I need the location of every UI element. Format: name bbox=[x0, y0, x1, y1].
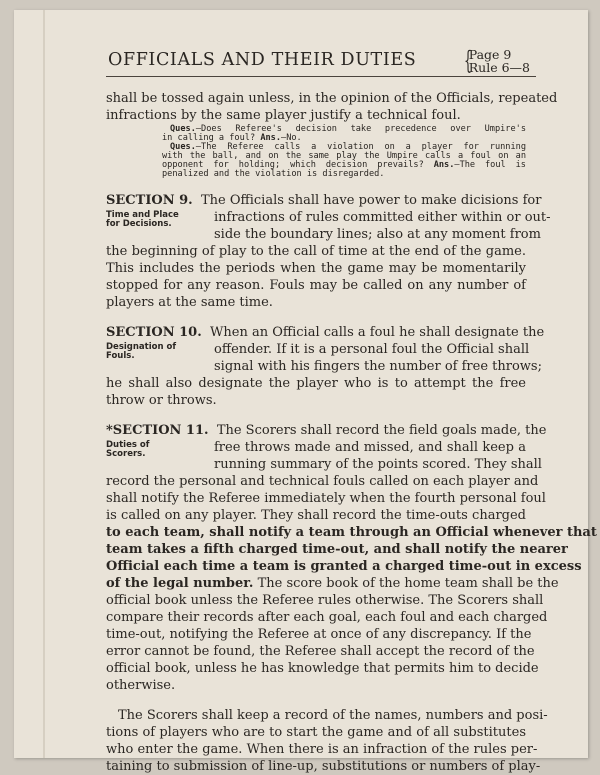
section-first-line bbox=[106, 324, 545, 341]
rule-number: Rule 6—8 bbox=[468, 60, 530, 75]
section-heading: SECTION 10. bbox=[106, 325, 202, 340]
text-line: The Officials shall have power to make dicisions for bbox=[200, 193, 542, 208]
sidenote-line: Duties of bbox=[106, 440, 150, 450]
text-line: otherwise. bbox=[106, 678, 176, 693]
text-line: shall be tossed again unless, in the opinion of the Officials, repeated bbox=[106, 91, 558, 106]
text-line: tions of players who are to start the game and of all substitutes bbox=[106, 725, 526, 740]
question-text: in calling a foul? bbox=[162, 133, 261, 143]
text-line: record the personal and technical fouls called on each player and bbox=[106, 474, 539, 489]
text-line: running summary of the points scored. They shall bbox=[214, 457, 542, 472]
question-text: with the ball, and on the same play the Umpire calls a foul on an bbox=[162, 151, 526, 161]
sidenote-line: Fouls. bbox=[106, 351, 135, 361]
text-line: Official each time a team is granted a charged time-out in excess bbox=[106, 559, 582, 574]
question-text: —The Referee calls a violation on a player for running bbox=[195, 142, 526, 152]
text-line: infractions by the same player justify a technical foul. bbox=[106, 108, 461, 123]
text-line: stopped for any reason. Fouls may be called on any number of bbox=[106, 278, 526, 293]
text-line: side the boundary lines; also at any moment from bbox=[214, 227, 541, 242]
section-sidenote bbox=[106, 343, 176, 361]
answer-label: Ans. bbox=[260, 133, 282, 143]
binding-fold bbox=[43, 10, 45, 758]
question-text: opponent for holding; which decision prevails? bbox=[162, 160, 434, 170]
section-sidenote bbox=[106, 441, 149, 459]
answer-label: Ans. bbox=[433, 160, 455, 170]
text-line: official book, unless he has knowledge that permits him to decide bbox=[106, 661, 539, 676]
text-line: error cannot be found, the Referee shall accept the record of the bbox=[106, 644, 535, 659]
text-segment: The score book of the home team shall be the bbox=[253, 576, 559, 591]
text-segment: of the legal number. bbox=[106, 576, 254, 591]
question-label: Ques. bbox=[170, 124, 196, 134]
sidenote-line: for Decisions. bbox=[106, 219, 172, 229]
text-line: team takes a fifth charged time-out, and shall notify the nearer bbox=[106, 542, 568, 557]
document-page bbox=[14, 10, 597, 774]
question-text: —No. bbox=[281, 133, 302, 143]
question-label: Ques. bbox=[170, 142, 196, 152]
sidenote-line: Designation of bbox=[106, 342, 177, 352]
page-title: OFFICIALS AND THEIR DUTIES bbox=[108, 50, 417, 70]
running-header bbox=[106, 48, 536, 77]
brace-icon: { bbox=[463, 46, 472, 75]
text-line: The Scorers shall record the field goals made, the bbox=[216, 423, 547, 438]
text-line: offender. If it is a personal foul the Official shall bbox=[214, 342, 530, 357]
text-line: to each team, shall notify a team through an Official whenever that bbox=[106, 525, 597, 540]
section-9 bbox=[106, 192, 551, 311]
text-line: shall notify the Referee immediately when the fourth personal foul bbox=[106, 491, 546, 506]
text-line: The Scorers shall keep a record of the names, numbers and posi- bbox=[118, 708, 548, 723]
text-line: compare their records after each goal, each foul and each charged bbox=[106, 610, 548, 625]
page-reference bbox=[463, 46, 530, 75]
text-line: he shall also designate the player who is to attempt the free bbox=[106, 376, 526, 391]
text-line: time-out, notifying the Referee at once of any discrepancy. If the bbox=[106, 627, 532, 642]
question-line bbox=[106, 170, 526, 179]
section-first-line bbox=[106, 192, 542, 209]
text-line: signal with his fingers the number of free throws; bbox=[214, 359, 542, 374]
text-line: taining to submission of line-up, substitutions or numbers of play- bbox=[106, 759, 541, 774]
text-line: players at the same time. bbox=[106, 295, 273, 310]
question-text: —Does Referee's decision take precedence over Umpire's bbox=[195, 124, 526, 134]
text-line: who enter the game. When there is an infraction of the rules per- bbox=[106, 742, 538, 757]
question-text: —The foul is bbox=[454, 160, 526, 170]
sidenote-line: Scorers. bbox=[106, 449, 146, 459]
text-line: throw or throws. bbox=[106, 393, 217, 408]
text-line: infractions of rules committed either within or out- bbox=[214, 210, 551, 225]
text-line: This includes the periods when the game may be momentarily bbox=[106, 261, 526, 276]
section-11 bbox=[106, 422, 597, 694]
text-line: free throws made and missed, and shall keep a bbox=[214, 440, 526, 455]
text-line bbox=[106, 575, 559, 592]
section-heading: SECTION 9. bbox=[106, 193, 193, 208]
section-10 bbox=[106, 324, 545, 409]
section-first-line bbox=[106, 422, 547, 439]
question-block bbox=[106, 125, 526, 179]
text-line: When an Official calls a foul he shall designate the bbox=[210, 325, 545, 340]
text-line: official book unless the Referee rules otherwise. The Scorers shall bbox=[106, 593, 544, 608]
section-heading: *SECTION 11. bbox=[106, 423, 209, 438]
page-number: Page 9 bbox=[468, 47, 512, 62]
text-line: the beginning of play to the call of time at the end of the game. bbox=[106, 244, 526, 259]
sidenote-line: Time and Place bbox=[106, 210, 179, 220]
body-text bbox=[106, 90, 597, 775]
section-sidenote bbox=[106, 211, 179, 229]
question-text: penalized and the violation is disregarded. bbox=[162, 169, 385, 179]
text-line: is called on any player. They shall record the time-outs charged bbox=[106, 508, 526, 523]
